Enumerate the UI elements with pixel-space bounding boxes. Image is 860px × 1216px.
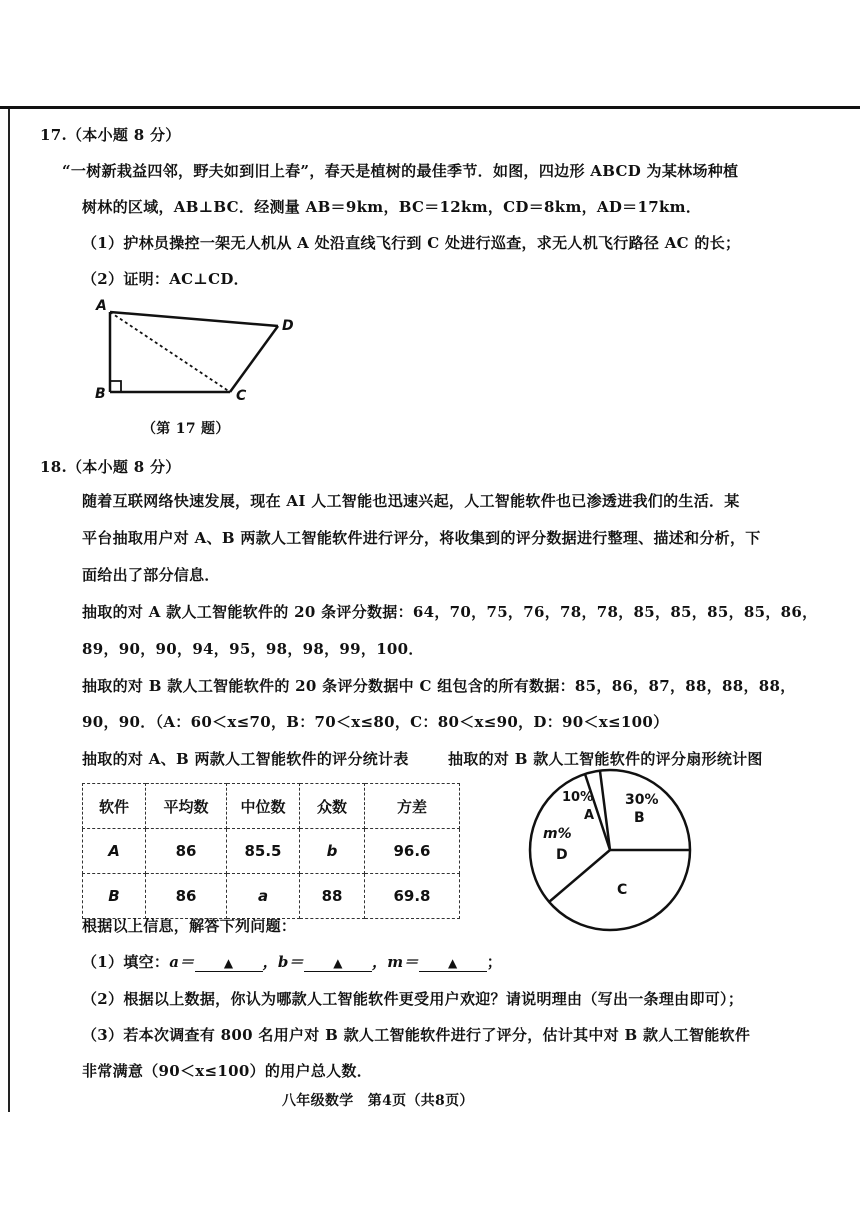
table-cell: B bbox=[83, 874, 146, 919]
q18-part3-line2: 非常满意（90＜x≤100）的用户总人数． bbox=[82, 1062, 372, 1080]
pie-title: 抽取的对 B 款人工智能软件的评分扇形统计图 bbox=[448, 750, 763, 768]
q17-part1: （1）护林员操控一架无人机从 A 处沿直线飞行到 C 处进行巡查，求无人机飞行路径 AC 的长； bbox=[82, 234, 741, 252]
triangle-icon: ▲ bbox=[333, 956, 343, 970]
vertex-label-c: C bbox=[236, 388, 247, 404]
header-cell: 中位数 bbox=[227, 784, 300, 829]
header-cell: 平均数 bbox=[146, 784, 227, 829]
q18-intro-line2: 平台抽取用户对 A、B 两款人工智能软件进行评分，将收集到的评分数据进行整理、描述和分析，下 bbox=[82, 529, 761, 547]
fill-a-label: a＝ bbox=[169, 953, 195, 971]
q17-part2: （2）证明：AC⊥CD． bbox=[82, 270, 249, 288]
q18-data-b-line1: 抽取的对 B 款人工智能软件的 20 条评分数据中 C 组包含的所有数据：85，86，87，88，88，88， bbox=[82, 677, 796, 695]
q17-header: 17.（本小题 8 分） bbox=[40, 126, 181, 144]
table-title: 抽取的对 A、B 两款人工智能软件的评分统计表 bbox=[82, 750, 409, 768]
figure-caption: （第 17 题） bbox=[142, 421, 230, 437]
pie-label-b-pct: 30% bbox=[625, 792, 659, 808]
vertex-label-a: A bbox=[96, 298, 107, 314]
answer-blank-b[interactable] bbox=[304, 953, 372, 972]
q18-data-a-line1: 抽取的对 A 款人工智能软件的 20 条评分数据：64，70，75，76，78，78，85，85，85，85，86， bbox=[82, 603, 818, 621]
table-cell: 96.6 bbox=[365, 829, 460, 874]
pie-label-d-pct: m% bbox=[543, 826, 572, 842]
fill-m-label: ，m＝ bbox=[371, 953, 419, 971]
fill-prefix: （1）填空： bbox=[82, 953, 170, 971]
table-cell: 88 bbox=[300, 874, 365, 919]
q17-text-line2: 树林的区域，AB⊥BC．经测量 AB＝9km，BC＝12km，CD＝8km，AD＝17km． bbox=[82, 198, 702, 216]
pie-label-b-name: B bbox=[634, 810, 645, 826]
pie-label-d-name: D bbox=[556, 847, 568, 863]
q18-intro-line3: 面给出了部分信息． bbox=[82, 566, 220, 584]
triangle-icon: ▲ bbox=[223, 956, 234, 970]
q18-header: 18.（本小题 8 分） bbox=[40, 458, 181, 476]
vertex-label-d: D bbox=[282, 318, 294, 334]
header-cell: 众数 bbox=[300, 784, 365, 829]
vertex-label-b: B bbox=[95, 386, 106, 402]
answer-blank-m[interactable] bbox=[419, 953, 487, 972]
pie-label-a-pct: 10% bbox=[562, 790, 594, 805]
fill-end: ； bbox=[486, 953, 503, 971]
q17-text-line1: “一树新栽益四邻，野夫如到旧上春”，春天是植树的最佳季节．如图，四边形 ABCD 为某林场种植 bbox=[62, 162, 739, 180]
q18-part3-line1: （3）若本次调查有 800 名用户对 B 款人工智能软件进行了评分，估计其中对 B 款人工智能软件 bbox=[82, 1026, 751, 1044]
fill-in-line bbox=[82, 951, 502, 972]
table-cell: 86 bbox=[146, 829, 227, 874]
q18-intro-line1: 随着互联网络快速发展，现在 AI 人工智能也迅速兴起，人工智能软件也已渗透进我们的生活．某 bbox=[82, 492, 740, 510]
q18-part2: （2）根据以上数据，你认为哪款人工智能软件更受用户欢迎？请说明理由（写出一条理由即可）； bbox=[82, 990, 744, 1008]
table-cell: a bbox=[227, 874, 300, 919]
triangle-icon: ▲ bbox=[447, 956, 458, 970]
header-cell: 软件 bbox=[83, 784, 146, 829]
table-cell: 69.8 bbox=[365, 874, 460, 919]
table-cell: 86 bbox=[146, 874, 227, 919]
header-cell: 方差 bbox=[365, 784, 460, 829]
q18-data-a-line2: 89，90，90，94，95，98，98，99，100． bbox=[82, 640, 424, 658]
pie-label-a-name: A bbox=[584, 808, 595, 823]
q18-data-b-line2: 90，90．（A：60＜x≤70，B：70＜x≤80，C：80＜x≤90，D：90＜x≤100） bbox=[82, 713, 669, 731]
pie-label-c-name: C bbox=[617, 882, 628, 898]
table-cell: b bbox=[300, 829, 365, 874]
fill-b-label: ，b＝ bbox=[262, 953, 304, 971]
table-cell: A bbox=[83, 829, 146, 874]
table-cell: 85.5 bbox=[227, 829, 300, 874]
answer-intro: 根据以上信息，解答下列问题： bbox=[82, 917, 297, 935]
answer-blank-a[interactable] bbox=[195, 953, 263, 972]
page-footer: 八年级数学 第4页（共8页） bbox=[282, 1093, 474, 1109]
